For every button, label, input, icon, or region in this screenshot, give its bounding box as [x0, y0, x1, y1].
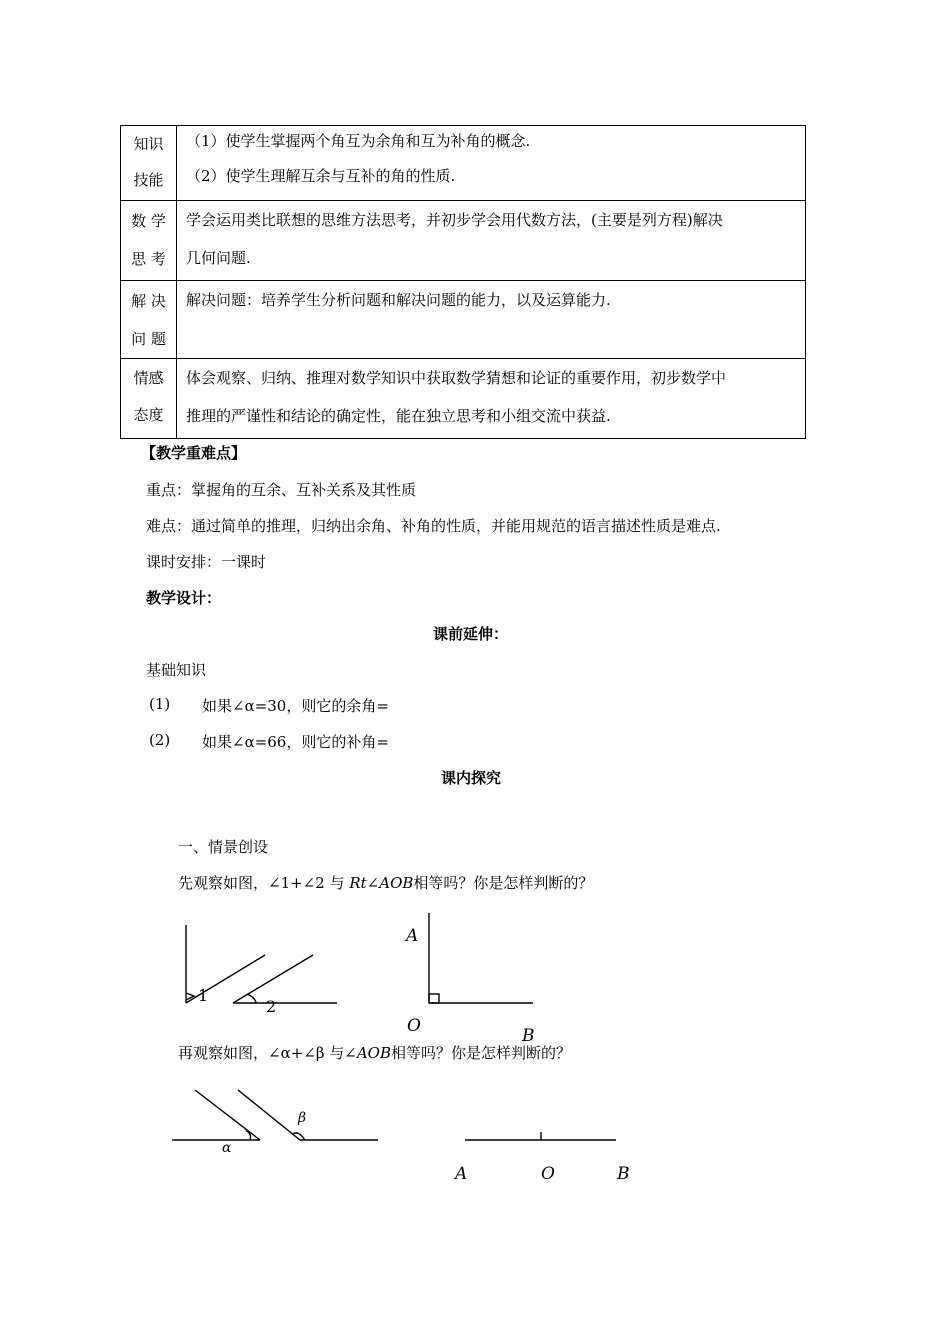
beta-label: β [298, 1110, 307, 1126]
row-content: （1）使学生掌握两个角互为余角和互为补角的概念. （2）使学生理解互余与互补的角的性质. [177, 126, 806, 201]
row-content: 体会观察、归纳、推理对数学知识中获取数学猜想和论证的重要作用，初步数学中 推理的严谨性和结论的确定性，能在独立思考和小组交流中获益. [177, 359, 806, 439]
key-point: 重点：掌握角的互余、互补关系及其性质 [146, 481, 417, 499]
row-label: 情感 态度 [121, 359, 177, 439]
difficult-point: 难点：通过简单的推理，归纳出余角、补角的性质，并能用规范的语言描述性质是难点. [146, 517, 721, 535]
angle-1-label: 1 [198, 986, 209, 1005]
point-a-label: A [406, 926, 419, 946]
point-o-label: O [541, 1164, 555, 1184]
question-1-text: 如果∠α=30，则它的余角= [202, 697, 389, 715]
angle-2-label: 2 [266, 997, 277, 1016]
inclass-title: 课内探究 [441, 769, 502, 787]
point-b-label: B [522, 1026, 535, 1046]
question-1-number: (1) [149, 695, 171, 713]
design-heading: 教学设计： [146, 589, 222, 607]
row-label: 数 学 思 考 [121, 201, 177, 281]
point-o-label: O [407, 1016, 421, 1036]
observe-question-1: 先观察如图，∠1+∠2 与 Rt∠AOB相等吗？你是怎样判断的？ [178, 874, 594, 892]
point-a-label: A [455, 1164, 468, 1184]
preclass-title: 课前延伸： [433, 625, 509, 643]
observe-question-2: 再观察如图，∠α+∠β 与∠AOB相等吗？你是怎样判断的？ [178, 1044, 572, 1062]
point-b-label: B [617, 1164, 630, 1184]
row-content: 学会运用类比联想的思维方法思考，并初步学会用代数方法，(主要是列方程)解决 几何问题. [177, 201, 806, 281]
alpha-label: α [222, 1140, 232, 1156]
row-content: 解决问题：培养学生分析问题和解决问题的能力，以及运算能力. [177, 281, 806, 359]
question-2-text: 如果∠α=66，则它的补角= [202, 733, 389, 751]
key-heading: 【教学重难点】 [141, 444, 247, 462]
basic-knowledge: 基础知识 [146, 661, 207, 679]
class-hours: 课时安排：一课时 [146, 553, 267, 571]
section-heading: 一、情景创设 [178, 838, 269, 856]
row-label: 知识 技能 [121, 126, 177, 201]
row-label: 解 决 问 题 [121, 281, 177, 359]
question-2-number: (2) [149, 731, 171, 749]
